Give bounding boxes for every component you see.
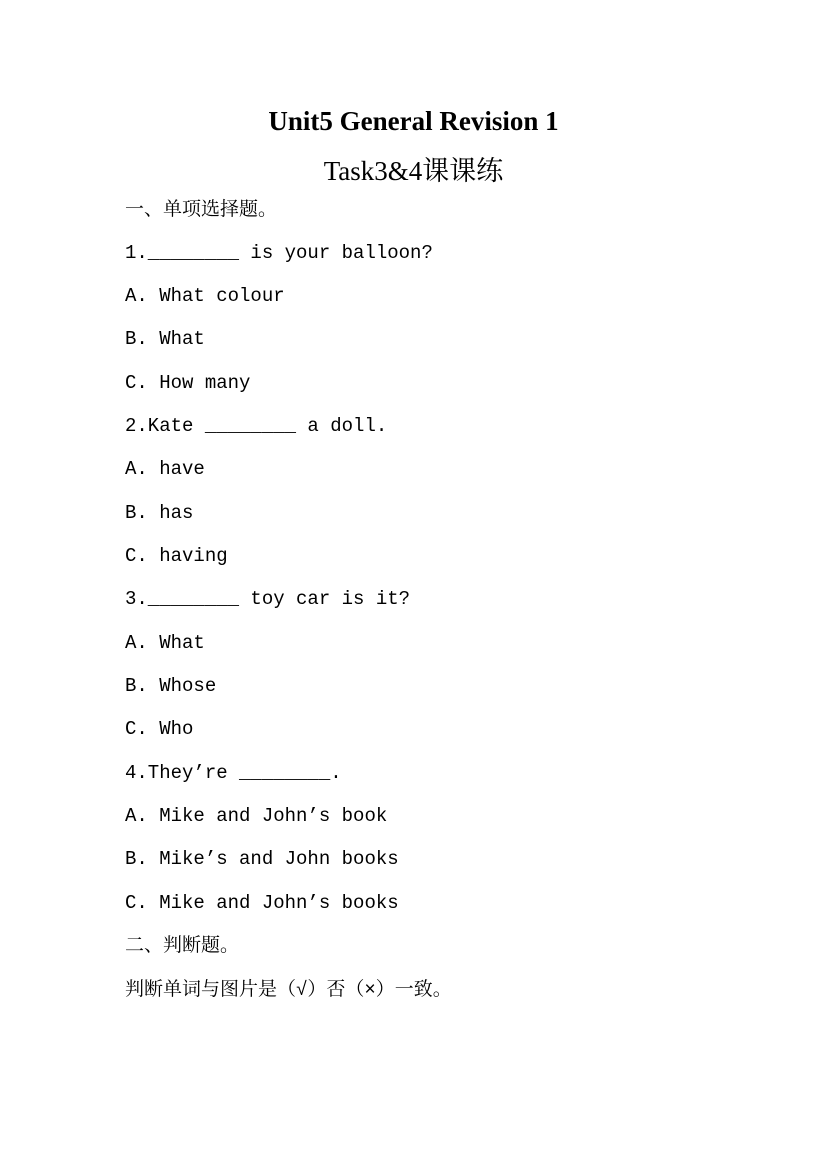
section-heading-true-false: 二、判断题。 [125, 935, 240, 957]
question-4-option-b: B. Mike’s and John books [125, 848, 399, 870]
true-false-instruction: 判断单词与图片是（√）否（×）一致。 [125, 979, 452, 1001]
question-4-option-c: C. Mike and John’s books [125, 892, 399, 914]
question-3-option-b: B. Whose [125, 675, 217, 697]
section-heading-multiple-choice: 一、单项选择题。 [125, 199, 278, 221]
question-1-option-c: C. How many [125, 372, 251, 394]
question-2-option-b: B. has [125, 502, 194, 524]
worksheet-title: Unit5 General Revision 1 [268, 106, 559, 136]
question-2-stem: 2.Kate ________ a doll. [125, 415, 388, 437]
question-3-option-c: C. Who [125, 718, 194, 740]
worksheet-subtitle: Task3&4课课练 [323, 156, 504, 186]
question-1-option-b: B. What [125, 328, 205, 350]
question-2-option-a: A. have [125, 458, 205, 480]
question-3-option-a: A. What [125, 632, 205, 654]
question-4-stem: 4.They’re ________. [125, 762, 342, 784]
question-4-option-a: A. Mike and John’s book [125, 805, 388, 827]
question-3-stem: 3.________ toy car is it? [125, 588, 411, 610]
question-2-option-c: C. having [125, 545, 228, 567]
question-1-option-a: A. What colour [125, 285, 285, 307]
question-1-stem: 1.________ is your balloon? [125, 242, 433, 264]
